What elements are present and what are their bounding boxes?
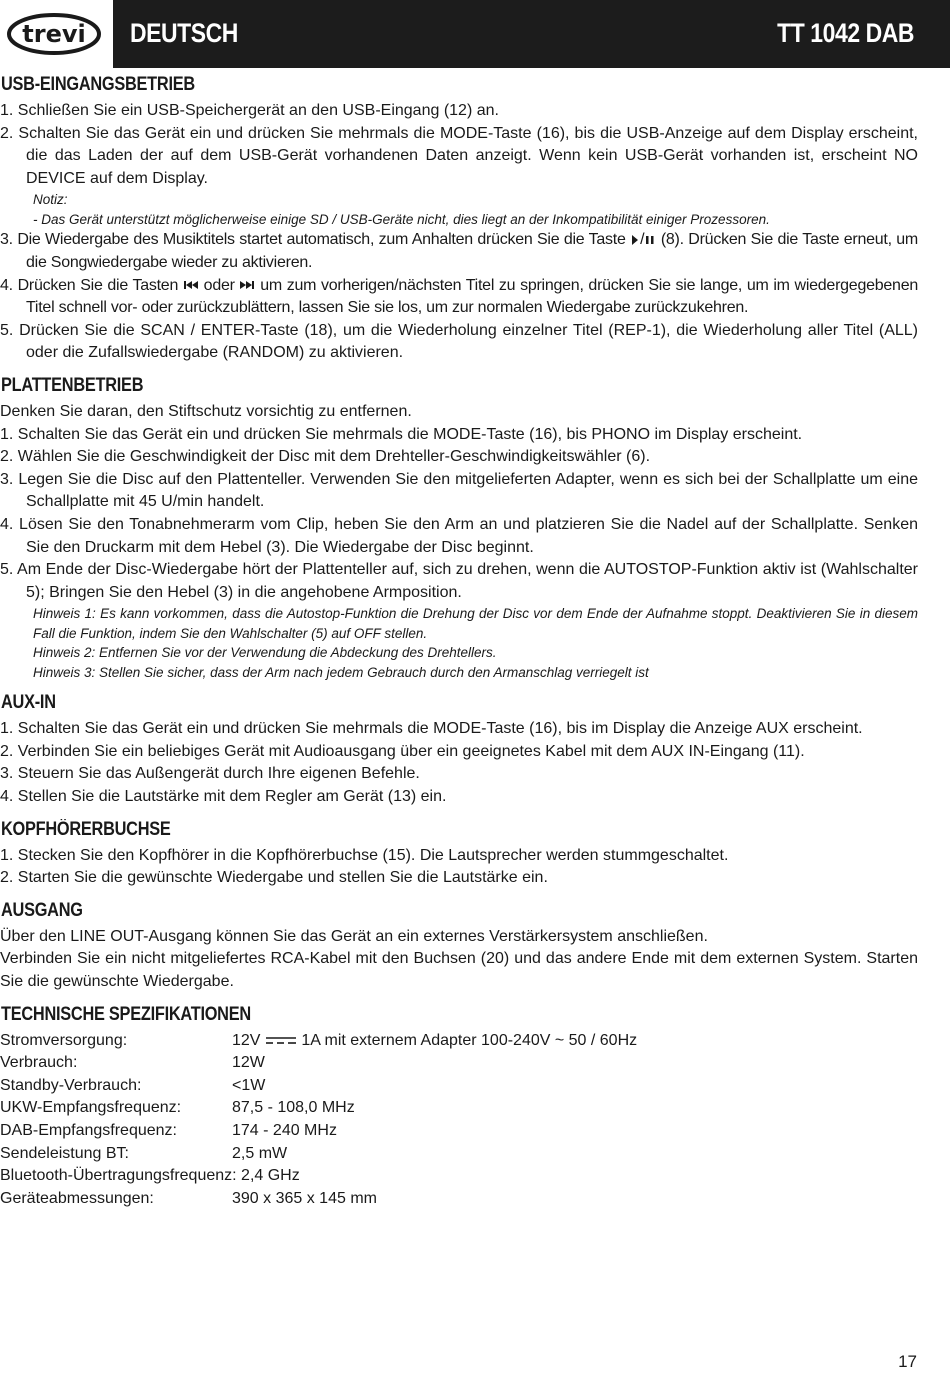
- spec-value: 2,4 GHz: [241, 1167, 300, 1185]
- spec-label: Stromversorgung:: [0, 1031, 128, 1049]
- usb-note-label: Notiz:: [33, 192, 68, 208]
- spec-value: <1W: [232, 1076, 266, 1094]
- output-line-2: Verbinden Sie ein nicht mitgeliefertes RCA-Kabel mit den Buchsen (20) und das andere Ende mit dem externen System. Starten Sie die gewünschte Wiedergabe.: [0, 950, 918, 991]
- phono-section: [0, 375, 918, 682]
- usb-step-5: 5. Drücken Sie die SCAN / ENTER-Taste (18), um die Wiederholung einzelner Titel (REP-1), die Wiederholung aller Titel (ALL) oder die Zufallswiedergabe (RANDOM) zu aktivieren.: [0, 321, 918, 362]
- spec-row: [0, 1030, 637, 1053]
- spec-row: [0, 1143, 637, 1166]
- spec-value: 2,5 mW: [232, 1144, 288, 1162]
- spec-value: 174 - 240 MHz: [232, 1122, 337, 1139]
- spec-combined: [0, 1165, 637, 1188]
- spec-row: [0, 1097, 637, 1120]
- pause-icon: [644, 234, 656, 246]
- spec-row: [0, 1120, 637, 1143]
- usb-step-1: 1. Schließen Sie ein USB-Speichergerät an den USB-Eingang (12) an.: [0, 102, 499, 119]
- phono-step-5: 5. Am Ende der Disc-Wiedergabe hört der Plattenteller auf, sich zu drehen, wenn die AUTOSTOP-Funktion aktiv ist (Wahlschalter 5); Bringen Sie den Hebel (3) in die angehobene Armposition.: [0, 561, 918, 601]
- phono-intro: Denken Sie daran, den Stiftschutz vorsichtig zu entfernen.: [0, 402, 412, 420]
- spec-value: 87,5 - 108,0 MHz: [232, 1099, 355, 1117]
- phono-hint-1: Hinweis 1: Es kann vorkommen, dass die Autostop-Funktion die Drehung der Disc vor dem Ende der Aufnahme stoppt. Deaktivieren Sie in diesem Fall die Funktion, indem Sie den Wahlschalter (5) auf OFF stellen.: [33, 606, 918, 641]
- spec-label: Bluetooth-Übertragungsfrequenz:: [0, 1167, 237, 1185]
- aux-step-4: 4. Stellen Sie die Lautstärke mit dem Regler am Gerät (13) ein.: [0, 788, 447, 806]
- usb-step-3-text-c: (8). Drücken Sie die Taste erneut, um die Songwiedergabe wieder zu aktivieren.: [26, 231, 918, 271]
- usb-section: [0, 74, 918, 365]
- usb-step-3-text-a: 3. Die Wiedergabe des Musiktitels startet automatisch, zum Anhalten drücken Sie die Taste: [0, 231, 626, 249]
- spec-value: [232, 1030, 637, 1053]
- page-number: 17: [898, 1352, 917, 1371]
- spec-value-voltage: 12V: [232, 1031, 261, 1049]
- spec-value: 390 x 365 x 145 mm: [232, 1189, 377, 1207]
- usb-step-4-text-a: 4. Drücken Sie die Tasten: [0, 276, 179, 294]
- model-label: TT 1042 DAB: [777, 18, 914, 48]
- usb-note-text: - Das Gerät unterstützt möglicherweise einige SD / USB-Geräte nicht, dies liegt an der Inkompatibilität einiger Prozessoren.: [33, 211, 770, 227]
- page-header: [0, 0, 950, 68]
- headphone-section: [0, 819, 918, 890]
- brand-wordmark: trevi: [22, 20, 86, 48]
- specs-table: [0, 1030, 637, 1211]
- phono-step-1: 1. Schalten Sie das Gerät ein und drücken Sie mehrmals die MODE-Taste (16), bis PHONO im Display erscheint.: [0, 425, 803, 443]
- play-icon: [630, 234, 640, 246]
- headphone-step-2: 2. Starten Sie die gewünschte Wiedergabe und stellen Sie die Lautstärke ein.: [0, 869, 548, 887]
- spec-row: [0, 1165, 637, 1188]
- spec-label: UKW-Empfangsfrequenz:: [0, 1099, 182, 1117]
- manual-content: [0, 70, 918, 1210]
- section-title: PLATTENBETRIEB: [1, 374, 144, 396]
- spec-row: [0, 1052, 637, 1075]
- spec-row: [0, 1075, 637, 1098]
- phono-hint-3: Hinweis 3: Stellen Sie sicher, dass der Arm nach jedem Gebrauch durch den Armanschlag verriegelt ist: [33, 664, 649, 680]
- section-title: KOPFHÖRERBUCHSE: [1, 818, 171, 840]
- phono-hint-2: Hinweis 2: Entfernen Sie vor der Verwendung die Abdeckung des Drehtellers.: [33, 645, 497, 661]
- spec-label: DAB-Empfangsfrequenz:: [0, 1122, 177, 1139]
- section-title: USB-EINGANGSBETRIEB: [1, 74, 195, 95]
- aux-section: [0, 692, 918, 808]
- section-title: AUX-IN: [1, 692, 56, 714]
- section-title: TECHNISCHE SPEZIFIKATIONEN: [1, 1003, 251, 1025]
- usb-step-4: [0, 275, 918, 320]
- aux-step-1: 1. Schalten Sie das Gerät ein und drücken Sie mehrmals die MODE-Taste (16), bis im Display die Anzeige AUX erscheint.: [0, 720, 863, 738]
- headphone-step-1: 1. Stecken Sie den Kopfhörer in die Kopfhörerbuchse (15). Die Lautsprecher werden stummgeschaltet.: [0, 846, 729, 864]
- language-label: DEUTSCH: [130, 18, 238, 48]
- spec-value-current: 1A mit externem Adapter 100-240V ~ 50 / 60Hz: [301, 1031, 638, 1049]
- phono-step-3: 3. Legen Sie die Disc auf den Plattenteller. Verwenden Sie den mitgelieferten Adapter, wenn es sich bei der Schallplatte um eine Schallplatte mit 45 U/min handelt.: [0, 470, 918, 511]
- usb-step-3-text-b: /: [640, 231, 645, 249]
- specs-section: [0, 1004, 918, 1211]
- usb-step-4-text-b: oder: [203, 276, 235, 294]
- spec-label: Geräteabmessungen:: [0, 1189, 154, 1207]
- output-section: [0, 900, 918, 994]
- spec-label: Sendeleistung BT:: [0, 1144, 129, 1162]
- spec-label: Verbrauch:: [0, 1054, 78, 1072]
- dc-symbol-icon: [265, 1035, 297, 1045]
- section-title: AUSGANG: [1, 899, 83, 921]
- phono-step-4: 4. Lösen Sie den Tonabnehmerarm vom Clip, heben Sie den Arm an und platzieren Sie die Nadel auf der Schallplatte. Senken Sie den Druckarm mit dem Hebel (3). Die Wiedergabe der Disc beginnt.: [0, 515, 918, 556]
- usb-step-2: 2. Schalten Sie das Gerät ein und drücken Sie mehrmals die MODE-Taste (16), bis die USB-Anzeige auf dem Display erscheint, die das Laden der auf dem USB-Gerät vorhandenen Daten anzeigt. Wenn kein USB-Gerät vorhanden ist, erscheint NO DEVICE auf dem Display.: [0, 124, 918, 187]
- spec-value: 12W: [232, 1054, 265, 1072]
- previous-icon: [183, 279, 199, 291]
- aux-step-2: 2. Verbinden Sie ein beliebiges Gerät mit Audioausgang über ein geeignetes Kabel mit dem AUX IN-Eingang (11).: [0, 742, 805, 760]
- spec-row: [0, 1188, 637, 1211]
- aux-step-3: 3. Steuern Sie das Außengerät durch Ihre eigenen Befehle.: [0, 765, 420, 783]
- output-line-1: Über den LINE OUT-Ausgang können Sie das Gerät an ein externes Verstärkersystem anschließen.: [0, 927, 708, 945]
- next-icon: [239, 279, 255, 291]
- trevi-logo: [6, 12, 102, 56]
- logo-area: [0, 0, 113, 68]
- usb-step-3: [0, 229, 918, 274]
- phono-step-2: 2. Wählen Sie die Geschwindigkeit der Disc mit dem Drehteller-Geschwindigkeitswähler (6).: [0, 448, 651, 466]
- spec-label: Standby-Verbrauch:: [0, 1076, 142, 1094]
- usb-step-4-text-c: um zum vorherigen/nächsten Titel zu springen, drücken Sie sie lange, um im wiedergegebenen Titel schnell vor- oder zurückzublättern, lassen Sie sie los, um zur normalen Wiedergabe zurückzukehren.: [26, 276, 918, 317]
